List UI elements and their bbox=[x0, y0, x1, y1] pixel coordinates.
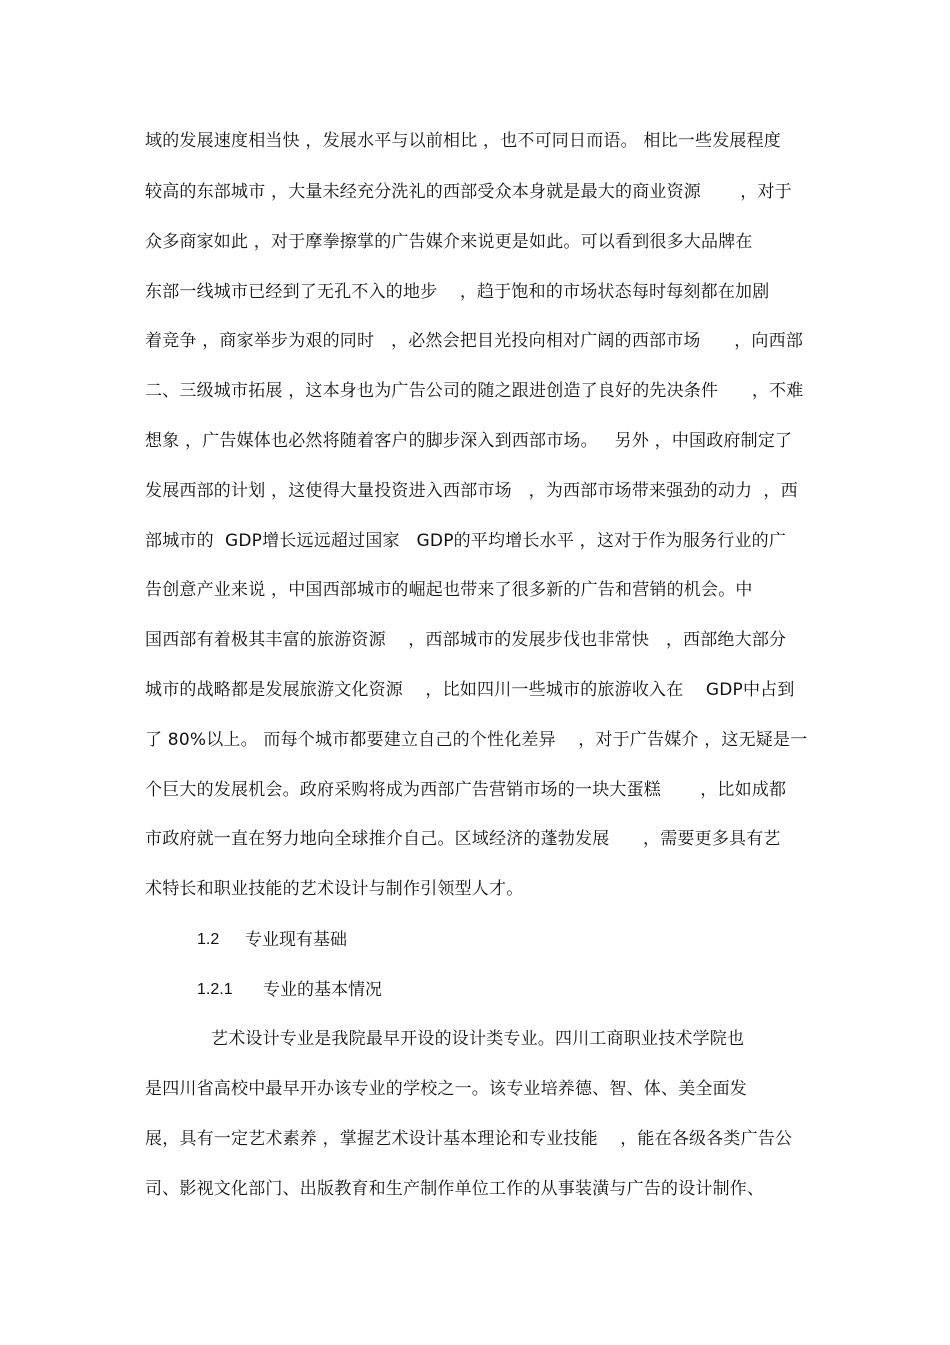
section-number: 1.2 bbox=[197, 931, 220, 948]
subsection-number: 1.2.1 bbox=[197, 981, 233, 998]
paragraph-line: 域的发展速度相当快 ，发展水平与以前相比 ，也不可同日而语。 相比一些发展程度 bbox=[145, 131, 782, 151]
paragraph-line: 东部一线城市已经到了无孔不入的地步 ，趋于饱和的市场状态每时每刻都在加剧 bbox=[145, 282, 770, 302]
paragraph-line: 艺术设计专业是我院最早开设的设计类专业。四川工商职业技术学院也 bbox=[211, 1029, 745, 1049]
paragraph-line: 了 80%以上。 而每个城市都要建立自己的个性化差异 ，对于广告媒介 ，这无疑是一 bbox=[145, 730, 808, 750]
section-title: 专业现有基础 bbox=[245, 930, 347, 950]
paragraph-line: 术特长和职业技能的艺术设计与制作引领型人才。 bbox=[145, 879, 524, 899]
paragraph-line: 众多商家如此 ，对于摩拳擦掌的广告媒介来说更是如此。可以看到很多大品牌在 bbox=[145, 232, 753, 252]
paragraph-line: 是四川省高校中最早开办该专业的学校之一。该专业培养德、智、体、美全面发 bbox=[145, 1079, 747, 1099]
subsection-title: 专业的基本情况 bbox=[263, 980, 382, 1000]
paragraph-line: 想象 ，广告媒体也必然将随着客户的脚步深入到西部市场。 另外 ，中国政府制定了 bbox=[145, 431, 793, 451]
paragraph-line: 较高的东部城市 ，大量未经充分洗礼的西部受众本身就是最大的商业资源 ，对于 bbox=[145, 182, 792, 202]
paragraph-line: 国西部有着极其丰富的旅游资源 ，西部城市的发展步伐也非常快 ，西部绝大部分 bbox=[145, 630, 787, 650]
paragraph-line: 个巨大的发展机会。政府采购将成为西部广告营销市场的一块大蛋糕 ，比如成都 bbox=[145, 780, 787, 800]
paragraph-line: 市政府就一直在努力地向全球推介自己。区域经济的蓬勃发展 ，需要更多具有艺 bbox=[145, 829, 781, 849]
paragraph-line: 展，具有一定艺术素养 ，掌握艺术设计基本理论和专业技能 ，能在各级各类广告公 bbox=[145, 1129, 793, 1149]
paragraph-line: 二、三级城市拓展 ，这本身也为广告公司的随之跟进创造了良好的先决条件 ，不难 bbox=[145, 381, 804, 401]
paragraph-line: 司、影视文化部门、出版教育和生产制作单位工作的从事装潢与广告的设计制作、 bbox=[145, 1179, 765, 1199]
paragraph-line: 发展西部的计划 ，这使得大量投资进入西部市场 ，为西部市场带来强劲的动力 ，西 bbox=[145, 481, 798, 501]
paragraph-line: 告创意产业来说 ，中国西部城市的崛起也带来了很多新的广告和营销的机会。中 bbox=[145, 580, 753, 600]
paragraph-line: 着竞争 ，商家举步为艰的同时 ，必然会把目光投向相对广阔的西部市场 ，向西部 bbox=[145, 331, 804, 351]
paragraph-line: 城市的战略都是发展旅游文化资源 ，比如四川一些城市的旅游收入在 GDP中占到 bbox=[145, 680, 795, 700]
paragraph-line: 部城市的 GDP增长远远超过国家 GDP的平均增长水平 ，这对于作为服务行业的广 bbox=[145, 531, 787, 551]
